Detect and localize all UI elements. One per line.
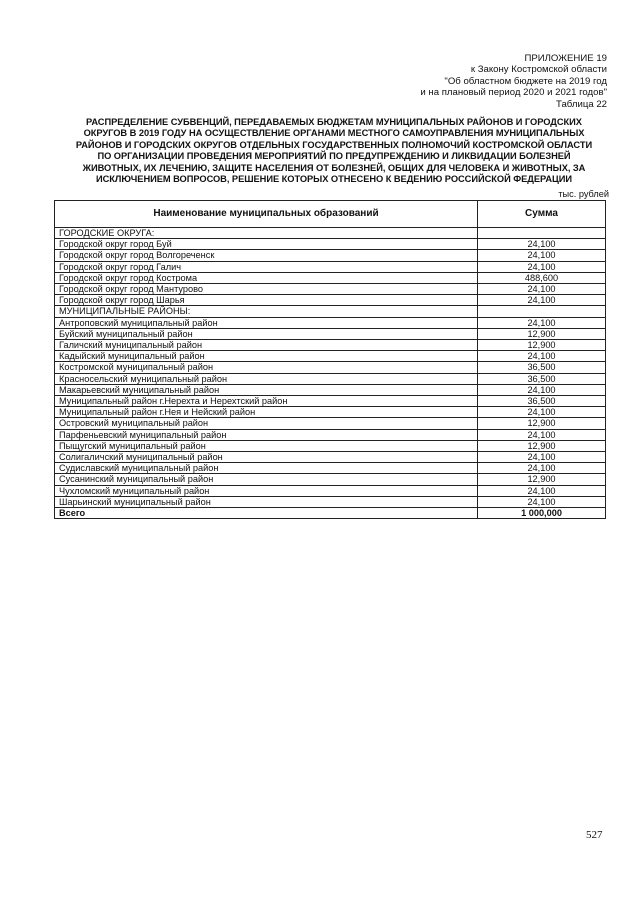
row-sum: 12,900: [478, 474, 606, 485]
title-line: ОКРУГОВ В 2019 ГОДУ НА ОСУЩЕСТВЛЕНИЕ ОРГАНАМИ МЕСТНОГО САМОУПРАВЛЕНИЯ МУНИЦИПАЛЬНЫХ: [83, 128, 585, 139]
row-name: Кадыйский муниципальный район: [55, 351, 478, 362]
table-row: [55, 463, 606, 474]
units-label: тыс. рублей: [558, 189, 609, 199]
table-row: [55, 239, 606, 250]
row-name: Городской округ город Буй: [55, 239, 478, 250]
row-sum: 24,100: [478, 351, 606, 362]
row-sum: 12,900: [478, 328, 606, 339]
title-line: ПО ОРГАНИЗАЦИИ ПРОВЕДЕНИЯ МЕРОПРИЯТИЙ ПО ПРЕДУПРЕЖДЕНИЮ И ЛИКВИДАЦИИ БОЛЕЗНЕЙ: [97, 151, 571, 162]
appendix-number: ПРИЛОЖЕНИЕ 19: [524, 53, 607, 64]
header-sum: Сумма: [478, 201, 606, 228]
row-sum: 24,100: [478, 261, 606, 272]
row-sum: 36,500: [478, 362, 606, 373]
table-row: [55, 261, 606, 272]
row-sum: 24,100: [478, 384, 606, 395]
table-row: [55, 362, 606, 373]
row-name: Муниципальный район г.Нерехта и Нерехтский район: [55, 396, 478, 407]
row-name: Шарьинский муниципальный район: [55, 496, 478, 507]
page-number: 527: [586, 829, 603, 841]
appendix-law-ref: к Закону Костромской области: [470, 64, 607, 76]
table-row: [55, 228, 606, 239]
row-name: Островский муниципальный район: [55, 418, 478, 429]
row-name: Буйский муниципальный район: [55, 328, 478, 339]
row-sum: 12,900: [478, 440, 606, 451]
table-row: [55, 272, 606, 283]
appendix-table-number: Таблица 22: [556, 98, 607, 110]
row-name: Судиславский муниципальный район: [55, 463, 478, 474]
table-row: [55, 284, 606, 295]
row-sum: 24,100: [478, 496, 606, 507]
table-row: [55, 250, 606, 261]
row-sum: 12,900: [478, 340, 606, 351]
table-row: [55, 306, 606, 317]
distribution-table: [54, 200, 606, 519]
row-name: Городской округ город Галич: [55, 261, 478, 272]
table-row: [55, 418, 606, 429]
title-line: ИСКЛЮЧЕНИЕМ ВОПРОСОВ, РЕШЕНИЕ КОТОРЫХ ОТНЕСЕНО К ВЕДЕНИЮ РОССИЙСКОЙ ФЕДЕРАЦИИ: [96, 174, 572, 185]
row-sum: 12,900: [478, 418, 606, 429]
title-line: ЖИВОТНЫХ, ИХ ЛЕЧЕНИЮ, ЗАЩИТЕ НАСЕЛЕНИЯ ОТ БОЛЕЗНЕЙ, ОБЩИХ ДЛЯ ЧЕЛОВЕКА И ЖИВОТНЫХ, ЗА: [82, 162, 586, 173]
appendix-law-title: "Об областном бюджете на 2019 год: [444, 75, 607, 87]
row-name: МУНИЦИПАЛЬНЫЕ РАЙОНЫ:: [55, 306, 478, 317]
header-name: Наименование муниципальных образований: [55, 201, 478, 228]
row-sum: 488,600: [478, 272, 606, 283]
row-sum: 24,100: [478, 284, 606, 295]
row-sum: 24,100: [478, 452, 606, 463]
row-sum: [478, 228, 606, 239]
appendix-header: [420, 53, 607, 110]
row-sum: 36,500: [478, 373, 606, 384]
row-name: Красносельский муниципальный район: [55, 373, 478, 384]
table-row: [55, 396, 606, 407]
table-row: [55, 485, 606, 496]
row-sum: 24,100: [478, 317, 606, 328]
title-line: РАСПРЕДЕЛЕНИЕ СУБВЕНЦИЙ, ПЕРЕДАВАЕМЫХ БЮДЖЕТАМ МУНИЦИПАЛЬНЫХ РАЙОНОВ И ГОРОДСКИХ: [86, 117, 582, 127]
table-row: [55, 407, 606, 418]
table-header-row: [55, 201, 606, 228]
row-name: Макарьевский муниципальный район: [55, 384, 478, 395]
row-name: Антроповский муниципальный район: [55, 317, 478, 328]
row-sum: [478, 306, 606, 317]
row-name: Муниципальный район г.Нея и Нейский район: [55, 407, 478, 418]
row-name: Галичский муниципальный район: [55, 340, 478, 351]
title-line: РАЙОНОВ И ГОРОДСКИХ ОКРУГОВ ОТДЕЛЬНЫХ ГОСУДАРСТВЕННЫХ ПОЛНОМОЧИЙ КОСТРОМСКОЙ ОБЛАСТИ: [75, 139, 593, 150]
row-name: Костромской муниципальный район: [55, 362, 478, 373]
table-row: [55, 373, 606, 384]
row-name: Парфеньевский муниципальный район: [55, 429, 478, 440]
row-sum: 24,100: [478, 295, 606, 306]
row-name: ГОРОДСКИЕ ОКРУГА:: [55, 228, 478, 239]
row-name: Городской округ город Шарья: [55, 295, 478, 306]
total-name: Всего: [55, 508, 478, 519]
row-sum: 24,100: [478, 250, 606, 261]
table-row: [55, 351, 606, 362]
table-row: [55, 452, 606, 463]
table-row: [55, 340, 606, 351]
row-name: Городской округ город Кострома: [55, 272, 478, 283]
total-sum: 1 000,000: [478, 508, 606, 519]
appendix-law-period: и на плановый период 2020 и 2021 годов": [420, 87, 607, 99]
table-row: [55, 474, 606, 485]
row-name: Сусанинский муниципальный район: [55, 474, 478, 485]
table-total-row: [55, 508, 606, 519]
table-row: [55, 317, 606, 328]
table-row: [55, 496, 606, 507]
row-name: Городской округ город Мантурово: [55, 284, 478, 295]
row-name: Солигаличский муниципальный район: [55, 452, 478, 463]
row-sum: 24,100: [478, 407, 606, 418]
row-name: Пыщугский муниципальный район: [55, 440, 478, 451]
row-sum: 24,100: [478, 463, 606, 474]
table-row: [55, 440, 606, 451]
row-sum: 24,100: [478, 485, 606, 496]
row-sum: 24,100: [478, 239, 606, 250]
row-sum: 36,500: [478, 396, 606, 407]
table-row: [55, 429, 606, 440]
table-row: [55, 384, 606, 395]
row-sum: 24,100: [478, 429, 606, 440]
row-name: Городской округ город Волгореченск: [55, 250, 478, 261]
table-row: [55, 328, 606, 339]
table-row: [55, 295, 606, 306]
document-title: [60, 117, 608, 185]
row-name: Чухломский муниципальный район: [55, 485, 478, 496]
